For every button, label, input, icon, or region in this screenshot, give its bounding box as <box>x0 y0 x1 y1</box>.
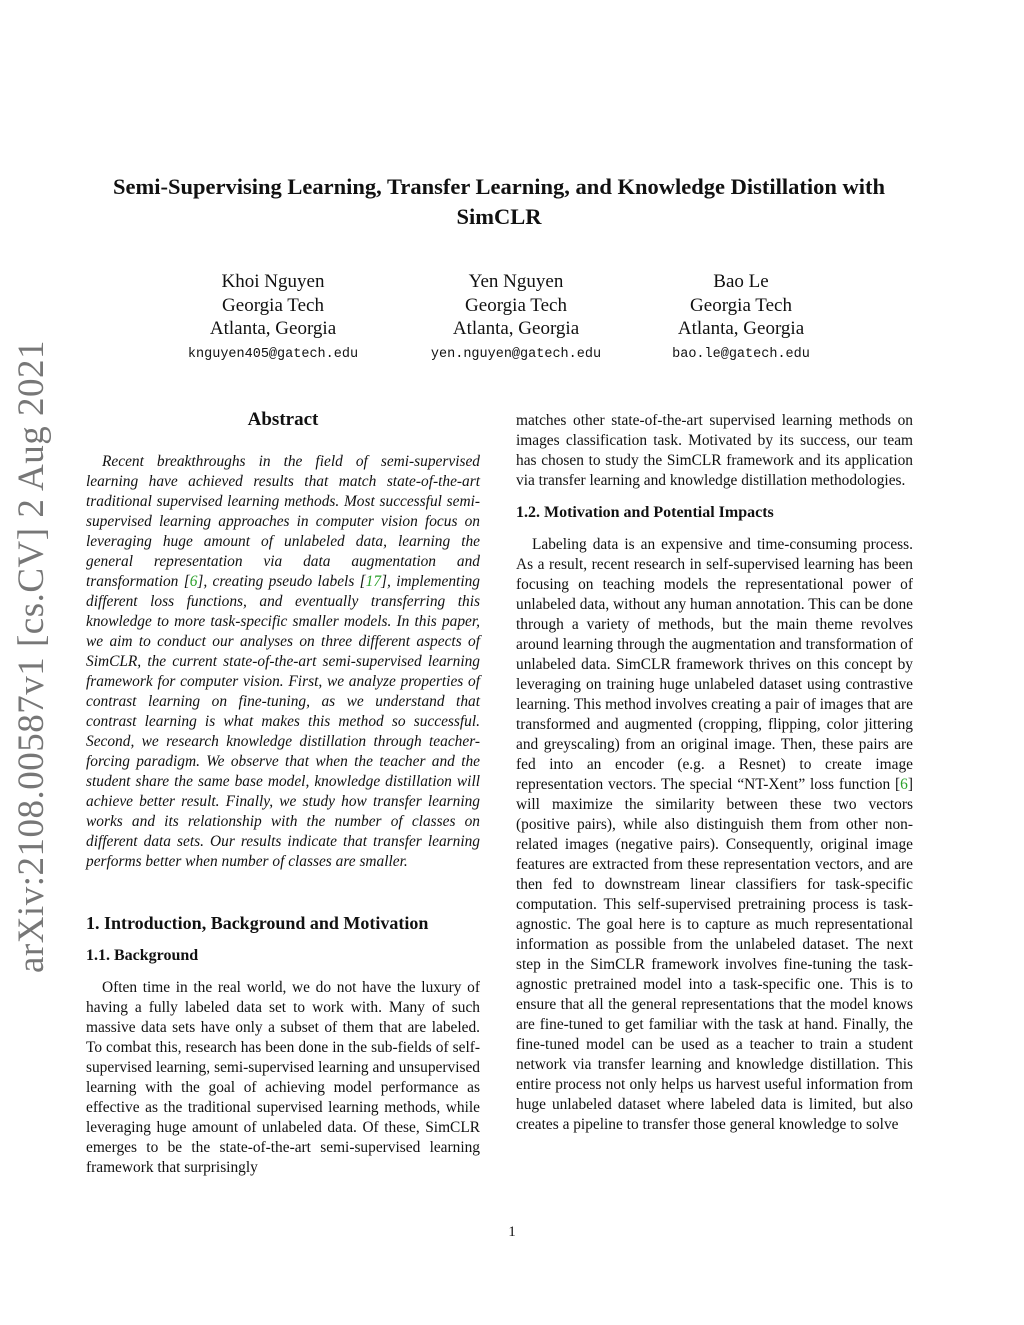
author-3 <box>638 270 844 367</box>
arxiv-stamp <box>6 339 58 973</box>
motivation-text-b: ] will maximize the similarity between these two vectors (positive pairs), while also distinguish them from other non-related images (negative pairs). Consequently, original image features are extracted from these representation vectors, and are then fed to downstream linear classifiers for task-specific computation. This self-supervised pretraining process is task-agnostic. The goal here is to capture as much representational information as possible from the unlabeled dataset. The next step in the SimCLR framework involves fine-tuning the task-agnostic pretrained model into a task-specific one. This is to ensure that all the general representations that the model knows are fine-tuned to get familiar with the task at hand. Finally, the fine-tuned model can be used as a teacher to train a student network via transfer learning and knowledge distillation. This entire process not only helps us harvest useful information from huge unlabeled dataset where labeled data is limited, but also creates a pipeline to transfer those general knowledge to solve <box>516 776 913 1133</box>
citation-link[interactable]: 6 <box>189 573 198 590</box>
left-column <box>86 400 480 1178</box>
author-location: Atlanta, Georgia <box>209 318 337 339</box>
paper-title-line-1: Semi-Supervising Learning, Transfer Learning, and Knowledge Distillation with <box>113 174 885 199</box>
abstract-text-b: ], creating pseudo labels [ <box>197 573 366 590</box>
author-name: Yen Nguyen <box>468 271 564 292</box>
motivation-text-a: Labeling data is an expensive and time-consuming process. As a result, recent research in self-supervised learning has been focusing on teaching models the representational power of unlabeled data, without any human annotation. This can be done through a variety of methods, but the main theme revolves around learning through the augmentation and transformation of unlabeled data. SimCLR framework thrives on this concept by leveraging on training huge unlabeled dataset using contrastive learning. This method involves creating a pair of images that are transformed and augmented (cropping, flipping, color jittering and greyscaling) from an original image. Then, these pairs are fed into an encoder (e.g. a Resnet) to create image representation vectors. The special “NT-Xent” loss function [ <box>516 536 913 793</box>
right-column <box>516 411 913 1135</box>
subsection-1-2-heading: 1.2. Motivation and Potential Impacts <box>516 504 774 521</box>
background-paragraph-continued: matches other state-of-the-art supervised learning methods on images classification task. Motivated by its success, our team has chosen to study the SimCLR framework and its application via transfer learning and knowledge distillation methodologies. <box>516 412 913 489</box>
author-block <box>150 270 910 370</box>
subsection-1-1-heading: 1.1. Background <box>86 947 199 964</box>
section-1-heading: 1. Introduction, Background and Motivation <box>86 913 429 933</box>
author-1 <box>170 270 376 367</box>
abstract-heading: Abstract <box>247 409 319 430</box>
author-email: bao.le@gatech.edu <box>672 346 810 362</box>
author-affiliation: Georgia Tech <box>465 294 567 316</box>
author-affiliation: Georgia Tech <box>222 294 324 316</box>
author-email: knguyen405@gatech.edu <box>187 346 359 362</box>
author-name: Bao Le <box>713 271 769 292</box>
abstract-text-c: ], implementing different loss functions, and eventually transferring this knowledge to more task-specific smaller models. In this paper, we aim to conduct our analyses on three different aspects of SimCLR, the current state-of-the-art semi-supervised learning framework for computer vision. First, we analyze properties of contrast learning on fine-tuning, as we understand that contrast learning is what makes this method so successful. Second, we research knowledge distillation through teacher-forcing paradigm. We observe that when the teacher and the student share the same base model, knowledge distillation will achieve better result. Finally, we study how transfer learning works and its relationship with the number of classes on different data sets. Our results indicate that transfer learning performs better when number of classes are smaller. <box>86 573 480 870</box>
author-2 <box>413 270 619 367</box>
abstract-text-a: Recent breakthroughs in the field of semi-supervised learning have achieved results that match state-of-the-art traditional supervised learning methods. Most successful semi-supervised learning approaches in computer vision focus on leveraging huge amount of unlabeled data, learning the general representation via data augmentation and transformation [ <box>86 453 480 590</box>
background-paragraph: Often time in the real world, we do not have the luxury of having a fully labeled data set to work with. Many of such massive data sets have only a subset of them that are labeled. To combat this, research has been done in the sub-fields of self-supervised learning, semi-supervised learning and unsupervised learning with the goal of achieving model performance as effective as the traditional supervised learning methods, while leveraging huge amount of unlabeled data. Of these, SimCLR emerges to be the state-of-the-art semi-supervised learning framework that surprisingly <box>86 979 480 1176</box>
author-name: Khoi Nguyen <box>221 271 325 292</box>
motivation-paragraph <box>516 535 913 1135</box>
citation-link[interactable]: 17 <box>365 573 382 590</box>
author-location: Atlanta, Georgia <box>452 318 580 339</box>
author-location: Atlanta, Georgia <box>677 318 805 339</box>
citation-link[interactable]: 6 <box>900 776 908 793</box>
page-number: 1 <box>508 1224 516 1240</box>
arxiv-stamp-text: arXiv:2108.00587v1 [cs.CV] 2 Aug 2021 <box>11 339 53 973</box>
author-affiliation: Georgia Tech <box>690 294 792 316</box>
paper-title-line-2: SimCLR <box>456 204 542 229</box>
abstract-body <box>86 452 480 872</box>
paper-title <box>86 172 912 232</box>
author-email: yen.nguyen@gatech.edu <box>430 346 602 362</box>
